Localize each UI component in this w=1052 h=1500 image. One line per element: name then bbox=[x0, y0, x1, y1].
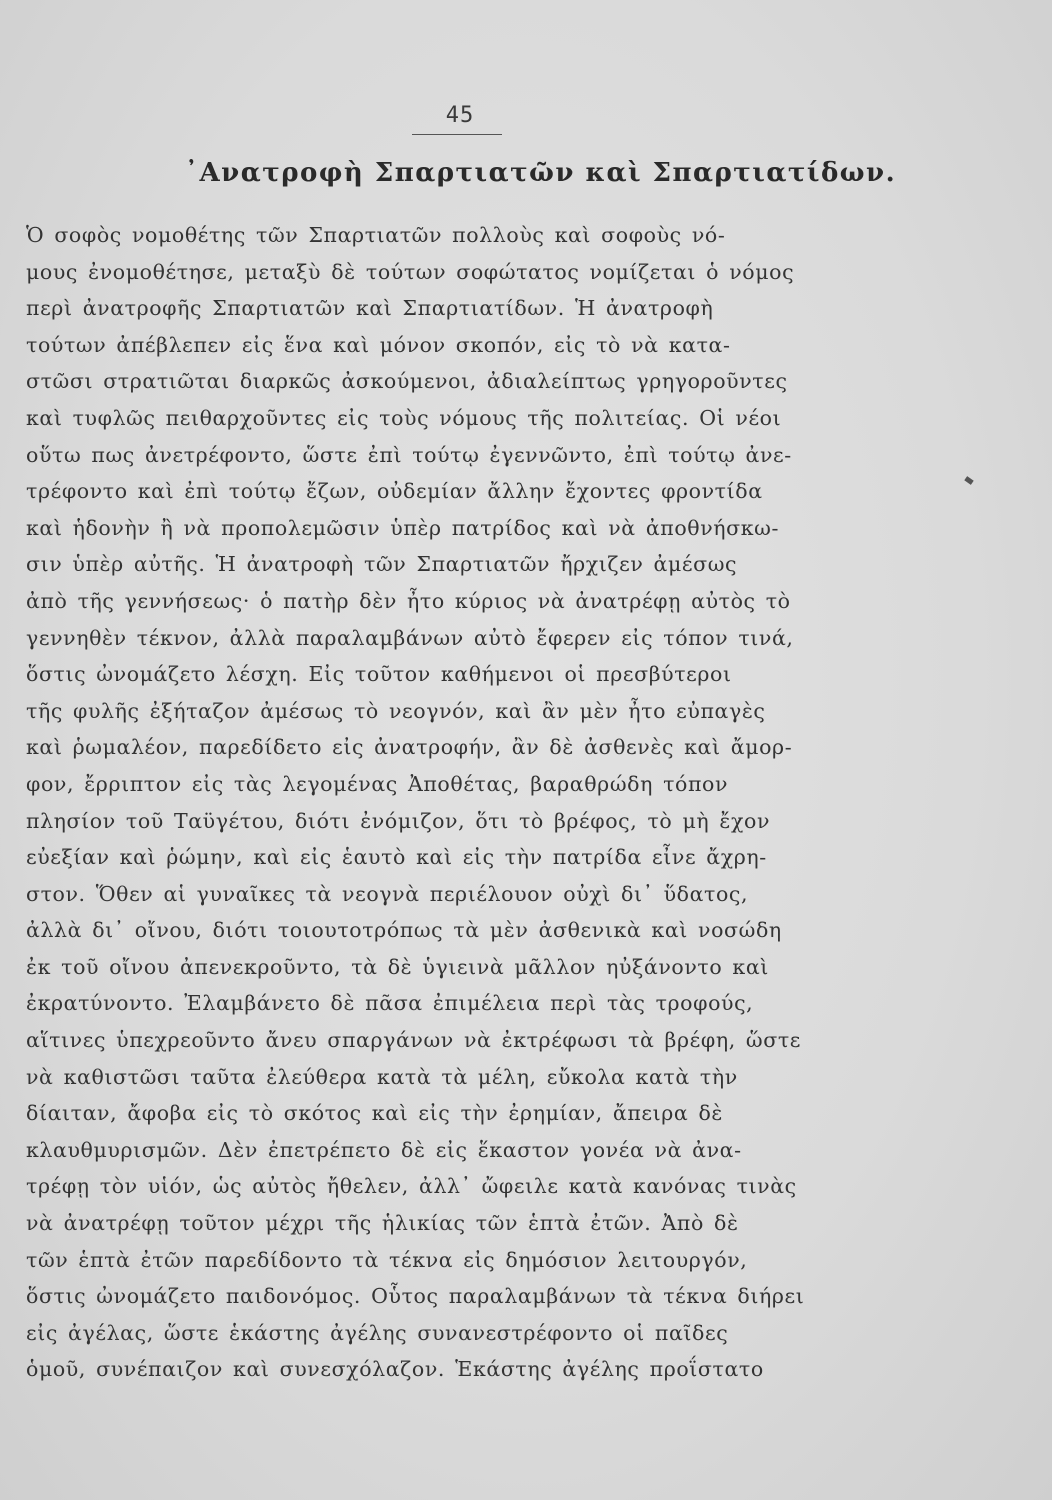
text-line: στῶσι στρατιῶται διαρκῶς ἀσκούμενοι, ἀδιαλείπτως γρηγοροῦντες bbox=[26, 369, 788, 394]
text-line: τῶν ἑπτὰ ἐτῶν παρεδίδοντο τὰ τέκνα εἰς δημόσιον λειτουργόν, bbox=[26, 1247, 748, 1272]
text-line: αἵτινες ὑπεχρεοῦντο ἄνευ σπαργάνων νὰ ἐκτρέφωσι τὰ βρέφη, ὥστε bbox=[26, 1028, 802, 1053]
body-text bbox=[26, 217, 834, 1388]
text-line: καὶ τυφλῶς πειθαρχοῦντες εἰς τοὺς νόμους τῆς πολιτείας. Οἱ νέοι bbox=[26, 405, 782, 430]
text-line: σιν ὑπὲρ αὐτῆς. Ἡ ἀνατροφὴ τῶν Σπαρτιατῶν ἤρχιζεν ἀμέσως bbox=[26, 552, 738, 577]
ink-speck bbox=[964, 476, 973, 485]
text-line: νὰ ἀνατρέφῃ τοῦτον μέχρι τῆς ἡλικίας τῶν ἑπτὰ ἐτῶν. Ἀπὸ δὲ bbox=[26, 1211, 739, 1236]
text-line: ὁμοῦ, συνέπαιζον καὶ συνεσχόλαζον. Ἑκάστης ἀγέλης προΐστατο bbox=[26, 1357, 764, 1382]
text-line: στον. Ὅθεν αἱ γυναῖκες τὰ νεογνὰ περιέλουον οὐχὶ δι᾿ ὕδατος, bbox=[26, 881, 749, 906]
text-line: εἰς ἀγέλας, ὥστε ἑκάστης ἀγέλης συνανεστρέφοντο οἱ παῖδες bbox=[26, 1320, 729, 1345]
text-line: Ὁ σοφὸς νομοθέτης τῶν Σπαρτιατῶν πολλοὺς καὶ σοφοὺς νό- bbox=[26, 223, 726, 247]
text-line: νὰ καθιστῶσι ταῦτα ἐλεύθερα κατὰ τὰ μέλη, εὔκολα κατὰ τὴν bbox=[26, 1064, 738, 1089]
text-line: καὶ ῥωμαλέον, παρεδίδετο εἰς ἀνατροφήν, ἂν δὲ ἀσθενὲς καὶ ἄμορ- bbox=[26, 735, 793, 760]
text-line: γεννηθὲν τέκνον, ἀλλὰ παραλαμβάνων αὐτὸ ἔφερεν εἰς τόπον τινά, bbox=[26, 625, 794, 650]
text-line: ἀπὸ τῆς γεννήσεως· ὁ πατὴρ δὲν ἦτο κύριος νὰ ἀνατρέφῃ αὐτὸς τὸ bbox=[26, 588, 791, 613]
text-line: τρέφοντο καὶ ἐπὶ τούτῳ ἔζων, οὐδεμίαν ἄλλην ἔχοντες φροντίδα bbox=[26, 479, 763, 504]
text-line: δίαιταν, ἄφοβα εἰς τὸ σκότος καὶ εἰς τὴν ἐρημίαν, ἄπειρα δὲ bbox=[26, 1101, 724, 1126]
text-line: κλαυθμυρισμῶν. Δὲν ἐπετρέπετο δὲ εἰς ἕκαστον γονέα νὰ ἀνα- bbox=[26, 1137, 742, 1162]
text-line: ὅστις ὠνομάζετο παιδονόμος. Οὗτος παραλαμβάνων τὰ τέκνα διήρει bbox=[26, 1284, 805, 1309]
text-line: εὐεξίαν καὶ ῥώμην, καὶ εἰς ἑαυτὸ καὶ εἰς τὴν πατρίδα εἶνε ἄχρη- bbox=[26, 845, 767, 870]
text-line: φον, ἔρριπτον εἰς τὰς λεγομένας Ἀποθέτας, βαραθρώδη τόπον bbox=[26, 771, 729, 796]
section-heading: ᾿Ανατροφὴ Σπαρτιατῶν καὶ Σπαρτιατίδων. bbox=[185, 158, 897, 188]
text-line: τούτων ἀπέβλεπεν εἰς ἕνα καὶ μόνον σκοπόν, εἰς τὸ νὰ κατα- bbox=[26, 332, 731, 357]
text-line: τρέφῃ τὸν υἱόν, ὡς αὐτὸς ἤθελεν, ἀλλ᾿ ὤφειλε κατὰ κανόνας τινὰς bbox=[26, 1174, 797, 1199]
text-line: ἀλλὰ δι᾿ οἴνου, διότι τοιουτοτρόπως τὰ μὲν ἀσθενικὰ καὶ νοσώδη bbox=[26, 918, 782, 943]
text-line: τῆς φυλῆς ἐξήταζον ἀμέσως τὸ νεογνόν, καὶ ἂν μὲν ἦτο εὐπαγὲς bbox=[26, 698, 766, 723]
text-line: περὶ ἀνατροφῆς Σπαρτιατῶν καὶ Σπαρτιατίδων. Ἡ ἀνατροφὴ bbox=[26, 296, 714, 321]
page-number: 45 bbox=[445, 103, 475, 128]
text-line: οὕτω πως ἀνετρέφοντο, ὥστε ἐπὶ τούτῳ ἐγεννῶντο, ἐπὶ τούτῳ ἀνε- bbox=[26, 442, 792, 467]
page-number-rule bbox=[412, 134, 502, 135]
text-line: καὶ ἡδονὴν ἢ νὰ προπολεμῶσιν ὑπὲρ πατρίδος καὶ νὰ ἀποθνήσκω- bbox=[26, 515, 780, 540]
text-line: μους ἐνομοθέτησε, μεταξὺ δὲ τούτων σοφώτατος νομίζεται ὁ νόμος bbox=[26, 259, 795, 284]
text-line: ἐκρατύνοντο. Ἐλαμβάνετο δὲ πᾶσα ἐπιμέλεια περὶ τὰς τροφούς, bbox=[26, 991, 754, 1016]
text-line: ἐκ τοῦ οἴνου ἀπενεκροῦντο, τὰ δὲ ὑγιεινὰ μᾶλλον ηὐξάνοντο καὶ bbox=[26, 954, 769, 979]
text-line: ὅστις ὠνομάζετο λέσχη. Εἰς τοῦτον καθήμενοι οἱ πρεσβύτεροι bbox=[26, 662, 732, 687]
text-line: πλησίον τοῦ Ταϋγέτου, διότι ἐνόμιζον, ὅτι τὸ βρέφος, τὸ μὴ ἔχον bbox=[26, 808, 771, 833]
